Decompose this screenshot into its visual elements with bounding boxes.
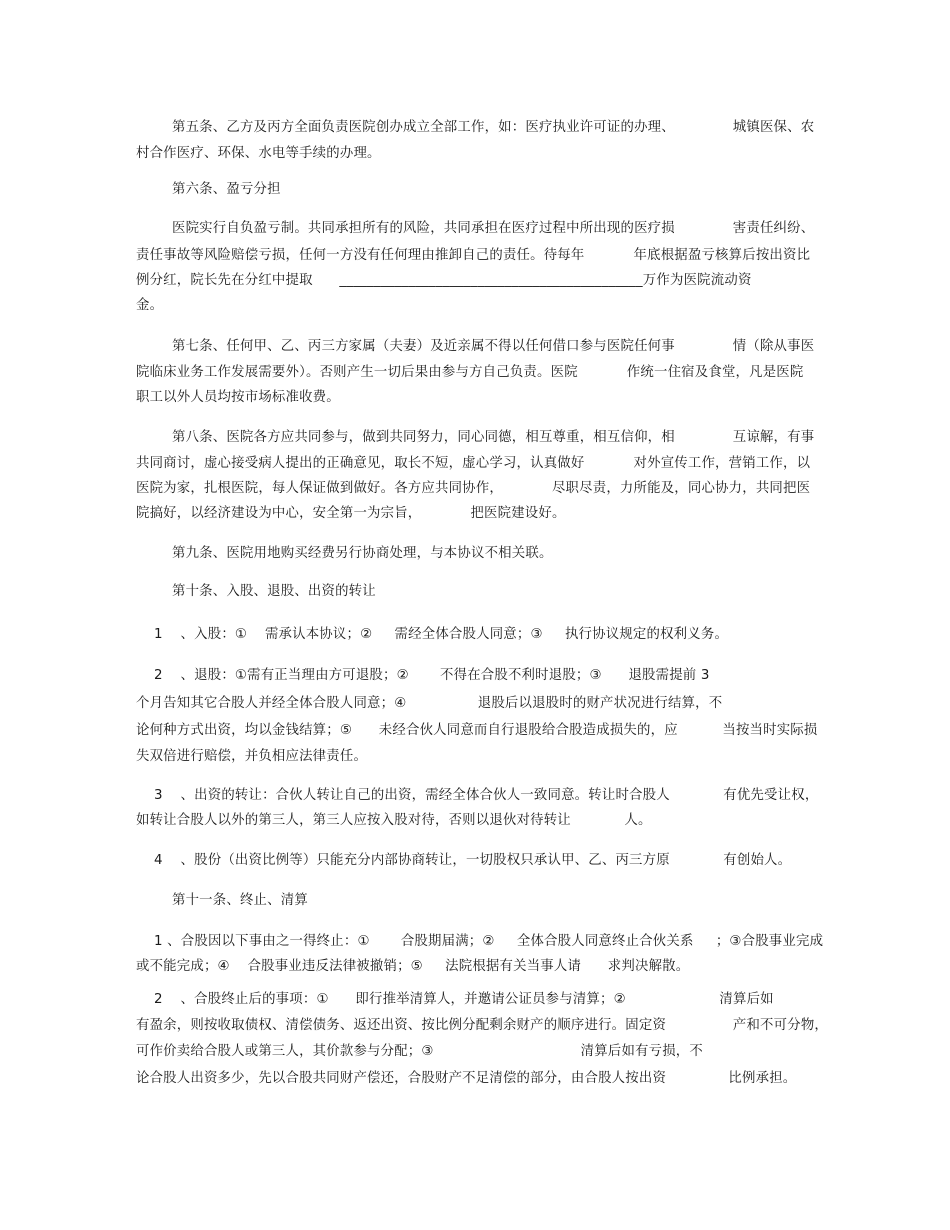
section-heading: 第十条、入股、退股、出资的转让: [172, 584, 376, 599]
text-line: 第八条、医院各方应共同参与，做到共同努力，同心同德，相互尊重，相互信仰，相 互谅解，有事: [172, 430, 815, 445]
text-line: 论合股人出资多少，先以合股共同财产偿还，合股财产不足清偿的部分，由合股人按出资 比例承担。: [136, 1071, 797, 1086]
text-line: 责任事故等风险赔偿亏损，任何一方没有任何理由推卸自己的责任。待每年 年底根据盈亏核算后按出资比: [136, 248, 811, 263]
list-item: 2 、退股：①需有正当理由方可退股；② 不得在合股不利时退股；③ 退股需提前 3: [154, 668, 710, 683]
text-line: 论何种方式出资，均以金钱结算；⑤ 未经合伙人同意而自行退股给合股造成损失的，应 当按当时实际损: [136, 723, 818, 738]
text-line: 可作价卖给合股人或第三人，其价款参与分配；③ 清算后如有亏损，不: [136, 1044, 703, 1059]
list-item: 1 、入股：① 需承认本协议；② 需经全体合股人同意；③ 执行协议规定的权利义务。: [154, 627, 729, 642]
text-line: 个月告知其它合股人并经全体合股人同意；④ 退股后以退股时的财产状况进行结算，不: [136, 696, 723, 711]
list-item: 1 、合股因以下事由之一得终止：① 合股期届满；② 全体合股人同意终止合伙关系 ；③合股事业完成: [154, 934, 824, 949]
list-item: 4 、股份（出资比例等）只能充分内部协商转让，一切股权只承认甲、乙、丙三方原 有创始人。: [154, 853, 792, 868]
text-line: 院临床业务工作发展需要外）。否则产生一切后果由参与方自己负责。医院 作统一住宿及食堂，凡是医院: [136, 365, 804, 380]
text-line: 金。: [136, 298, 164, 313]
text-line: 例分红，院长先在分红中提取 ____________________________________________万作为医院流动资: [136, 273, 752, 288]
text-line: 共同商讨，虚心接受病人提出的正确意见，取长不短，虚心学习，认真做好 对外宣传工作，营销工作，以: [136, 456, 811, 471]
text-line: 或不能完成；④ 合股事业违反法律被撤销；⑤ 法院根据有关当事人请 求判决解散。: [136, 959, 690, 974]
text-line: 医院为家，扎根医院，每人保证做到做好。各方应共同协作， 尽职尽责，力所能及，同心协力，共同把医: [136, 481, 811, 496]
text-line: 第七条、任何甲、乙、丙三方家属（夫妻）及近亲属不得以任何借口参与医院任何事 情（除从事医: [172, 339, 815, 354]
section-heading: 第六条、盈亏分担: [172, 182, 281, 197]
list-item: 2 、合股终止后的事项：① 即行推举清算人，并邀请公证员参与清算；② 清算后如: [154, 992, 774, 1007]
text-line: 失双倍进行赔偿，并负相应法律责任。: [136, 749, 368, 764]
text-line: 第五条、乙方及丙方全面负责医院创办成立全部工作，如：医疗执业许可证的办理、 城镇医保、农: [172, 120, 815, 135]
list-item: 3 、出资的转让：合伙人转让自己的出资，需经全体合伙人一致同意。转让时合股人 有优先受让权，: [154, 788, 819, 803]
text-line: 院搞好，以经济建设为中心，安全第一为宗旨， 把医院建设好。: [136, 506, 566, 521]
text-line: 医院实行自负盈亏制。共同承担所有的风险，共同承担在医疗过程中所出现的医疗损 害责任纠纷、: [172, 221, 815, 236]
section-heading: 第十一条、终止、清算: [172, 893, 308, 908]
text-line: 有盈余，则按收取债权、清偿债务、返还出资、按比例分配剩余财产的顺序进行。固定资 产和不可分物，: [136, 1018, 829, 1033]
text-line: 如转让合股人以外的第三人，第三人应按入股对待，否则以退伙对待转让 人。: [136, 813, 652, 828]
text-line: 村合作医疗、环保、水电等手续的办理。: [136, 146, 381, 161]
text-line: 职工以外人员均按市场标准收费。: [136, 390, 340, 405]
text-line: 第九条、医院用地购买经费另行协商处理，与本协议不相关联。: [172, 546, 553, 561]
